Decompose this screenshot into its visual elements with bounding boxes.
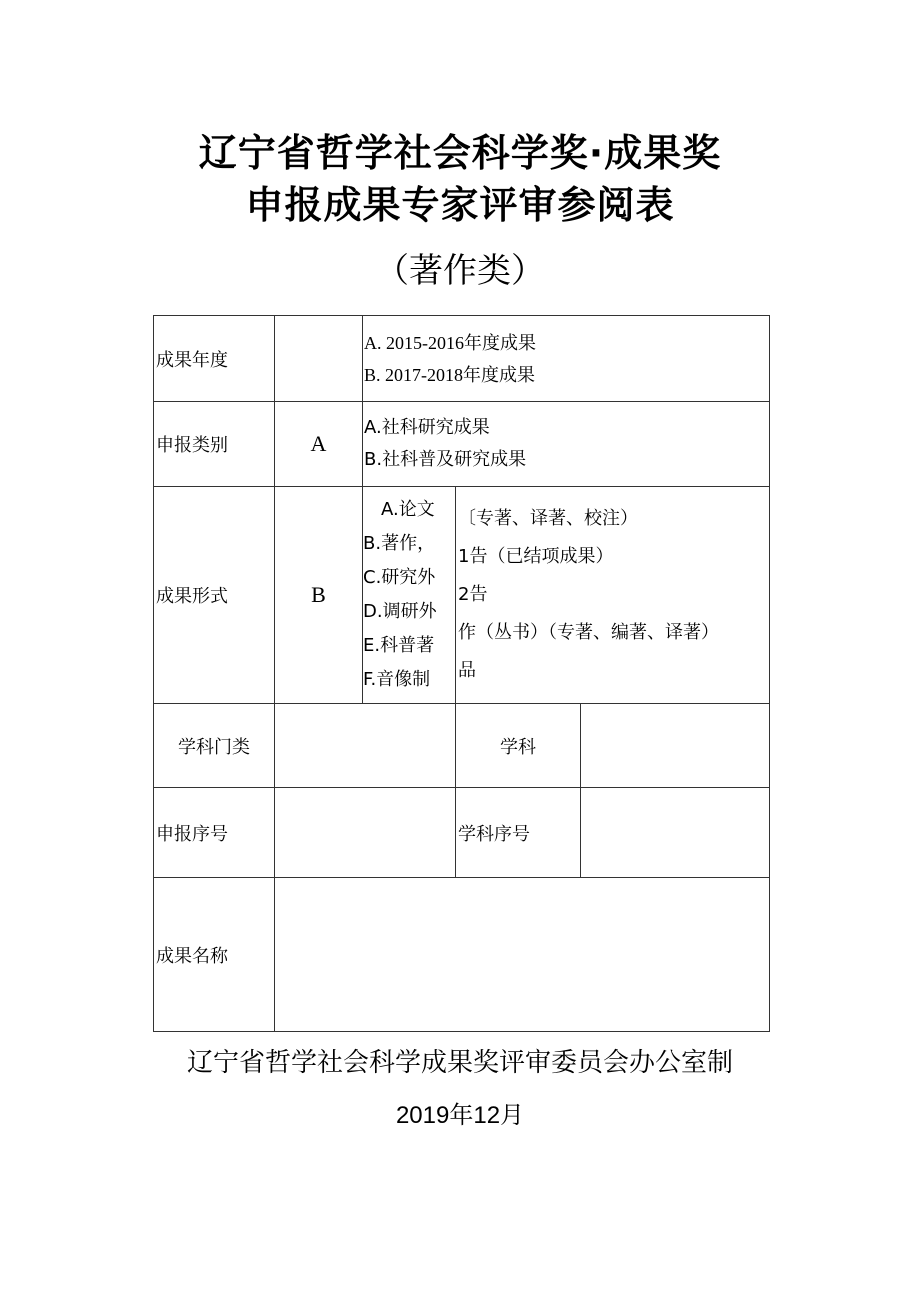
discipline-serial-label: 学科序号 xyxy=(456,788,581,878)
row-category xyxy=(154,402,770,487)
title-line-1: 辽宁省哲学社会科学奖·成果奖 xyxy=(198,131,722,175)
form-option-e: E.科普著 xyxy=(363,635,435,656)
form-option-f: F.音像制 xyxy=(363,669,431,690)
issuer-text: 辽宁省哲学社会科学成果奖评审委员会办公室制 xyxy=(186,1048,733,1078)
form-detail-2: 1告（已结项成果） xyxy=(458,546,614,567)
form-option-a: A.论文 xyxy=(381,499,435,520)
discipline-label: 学科 xyxy=(456,704,581,788)
name-label: 成果名称 xyxy=(154,878,275,1032)
discipline-serial-value[interactable] xyxy=(581,788,770,878)
name-value[interactable] xyxy=(275,878,770,1032)
form-detail-4: 作（丛书）（专著、编著、译著） xyxy=(458,622,719,643)
form-detail-5: 品 xyxy=(458,660,476,681)
row-name xyxy=(154,878,770,1032)
form-detail-3: 2告 xyxy=(458,584,488,605)
form-type-options-left xyxy=(363,487,456,704)
year-option-a: A. 2015-2016年度成果 xyxy=(364,332,536,353)
form-option-b: B.著作， xyxy=(363,533,436,554)
serial-label: 申报序号 xyxy=(154,788,275,878)
subtitle: （著作类） xyxy=(375,251,545,291)
discipline-category-value[interactable] xyxy=(275,704,456,788)
row-form-type xyxy=(154,487,770,704)
review-form-table xyxy=(153,315,770,1032)
category-options xyxy=(363,402,770,487)
category-option-b: B.社科普及研究成果 xyxy=(364,449,527,470)
form-type-label: 成果形式 xyxy=(154,487,275,704)
form-detail-1: 〔专著、译著、校注） xyxy=(458,508,638,529)
row-discipline xyxy=(154,704,770,788)
title-line-2: 申报成果专家评审参阅表 xyxy=(245,183,675,227)
category-option-a: A.社科研究成果 xyxy=(364,417,490,438)
year-label: 成果年度 xyxy=(154,316,275,402)
form-type-options-right xyxy=(456,487,770,704)
year-value[interactable] xyxy=(275,316,363,402)
form-type-value[interactable]: B xyxy=(275,487,363,704)
category-label: 申报类别 xyxy=(154,402,275,487)
serial-value[interactable] xyxy=(275,788,456,878)
row-year xyxy=(154,316,770,402)
form-option-d: D.调研外 xyxy=(363,601,437,622)
discipline-category-label: 学科门类 xyxy=(154,704,275,788)
form-option-c: C.研究外 xyxy=(363,567,436,588)
discipline-value[interactable] xyxy=(581,704,770,788)
issue-date: 2019年12月 xyxy=(395,1102,525,1129)
category-value[interactable]: A xyxy=(275,402,363,487)
year-option-b: B. 2017-2018年度成果 xyxy=(364,364,535,385)
row-serial xyxy=(154,788,770,878)
year-options xyxy=(363,316,770,402)
